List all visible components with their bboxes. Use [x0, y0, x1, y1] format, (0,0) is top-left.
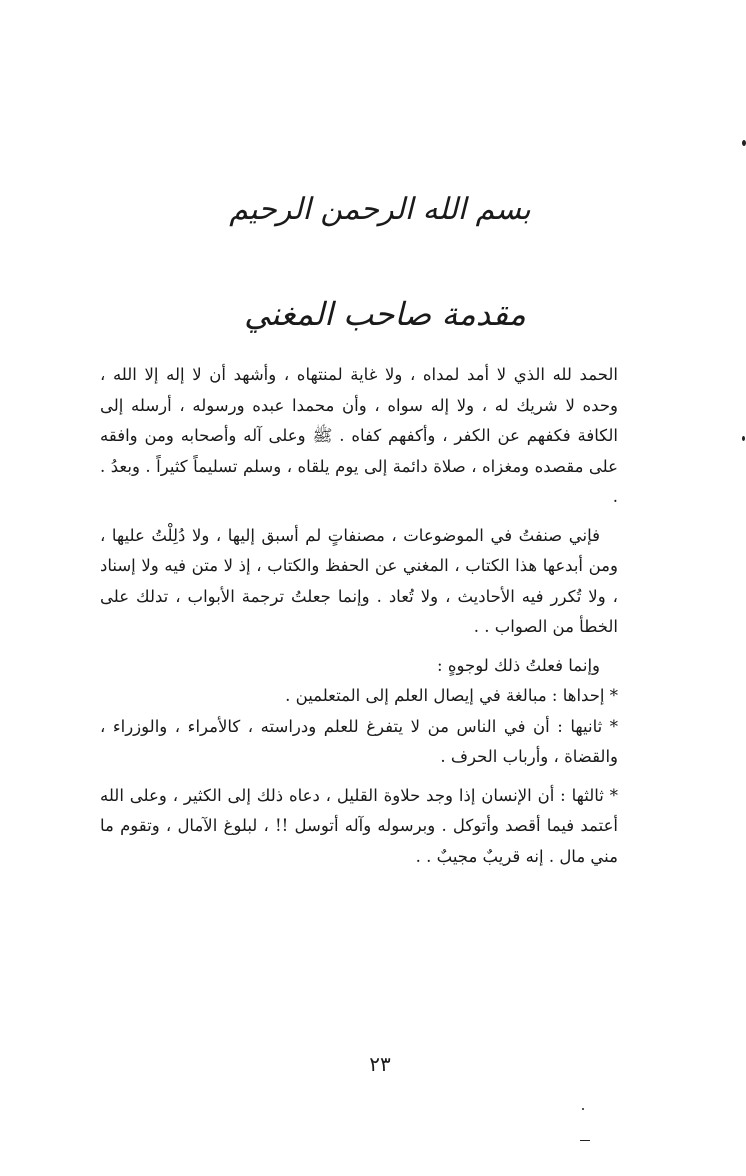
margin-dot [742, 436, 745, 441]
margin-dot [580, 1140, 590, 1141]
paragraph-authorship: فإني صنفتُ في الموضوعات ، مصنفاتٍ لم أسبق إليها ، ولا دُلِلْتُ عليها ، ومن أبدعها هذا الكتاب ، المغني عن الحفظ والكتاب ، إذ لا متن فيه ولا إسناد ، ولا تُكرر فيه الأحاديث ، ولا تُعاد . وإنما جعلتُ ترجمة الأبواب ، تدلك على الخطأ من الصواب . . [100, 525, 618, 636]
reason-two: * ثانيها : أن في الناس من لا يتفرغ للعلم ودراسته ، كالأمراء ، والوزراء ، والقضاة ، وأرباب الحرف . [100, 716, 618, 766]
reason-one: * إحداها : مبالغة في إيصال العلم إلى المتعلمين . [285, 686, 618, 705]
paragraph-praise: الحمد لله الذي لا أمد لمداه ، ولا غاية لمنتهاه ، وأشهد أن لا إله إلا الله ، وحده لا شريك له ، ولا إله سواه ، وأن محمدا عبده ورسوله ، أرسله إلى الكافة فكفهم عن الكفر ، وأكفهم كفاه . ﷺ وعلى آله وأصحابه ومن وافقه على مقصده ومغزاه ، صلاة دائمة إلى يوم يلقاه ، وسلم تسليماً كثيراً . وبعدُ . . [100, 365, 618, 506]
page-number: ٢٣ [369, 1052, 391, 1076]
margin-dot [742, 140, 746, 146]
paragraph-reasons-intro: وإنما فعلتُ ذلك لوجوهٍ : [437, 655, 600, 675]
margin-dot [582, 1108, 584, 1110]
page-heading: مقدمة صاحب المغني [244, 295, 526, 333]
main-text [100, 360, 618, 872]
reason-three: * ثالثها : أن الإنسان إذا وجد حلاوة القليل ، دعاه ذلك إلى الكثير ، وعلى الله أعتمد فيما أقصد وأتوكل . وبرسوله وآله أتوسل !! ، لبلوغ الآمال ، وتقوم ما مني مال . إنه قريبٌ مجيبٌ . . [100, 785, 618, 866]
basmala-calligraphy: بسم الله الرحمن الرحيم [229, 192, 531, 227]
